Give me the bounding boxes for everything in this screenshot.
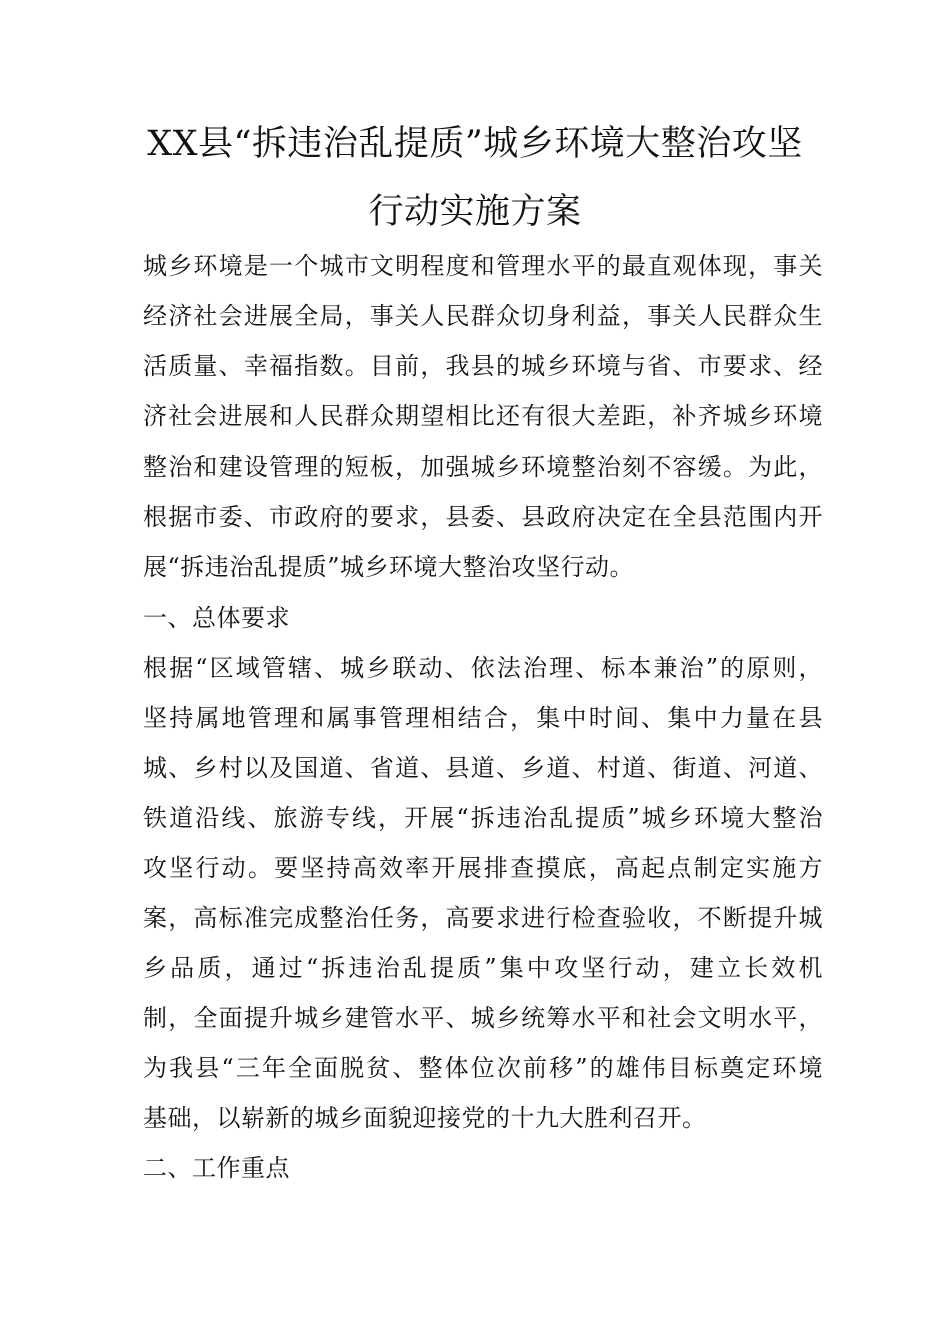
- intro-paragraph-line: 根据市委、市政府的要求，县委、县政府决定在全县范围内开: [143, 503, 823, 531]
- intro-paragraph-line: 活质量、幸福指数。目前，我县的城乡环境与省、市要求、经: [143, 352, 823, 380]
- document-title-line-2: 行动实施方案: [368, 192, 582, 232]
- section1-paragraph-line: 根据“区域管辖、城乡联动、依法治理、标本兼治”的原则，: [143, 654, 823, 682]
- section1-paragraph-line: 案，高标准完成整治任务，高要求进行检查验收，不断提升城: [143, 904, 823, 932]
- section1-paragraph-line: 攻坚行动。要坚持高效率开展排查摸底，高起点制定实施方: [143, 854, 823, 882]
- section1-paragraph-line: 乡品质，通过“拆违治乱提质”集中攻坚行动，建立长效机: [143, 954, 823, 982]
- intro-paragraph-line: 展“拆违治乱提质”城乡环境大整治攻坚行动。: [143, 553, 635, 581]
- section-heading-work-focus: 二、工作重点: [143, 1154, 290, 1182]
- intro-paragraph-line: 济社会进展和人民群众期望相比还有很大差距，补齐城乡环境: [143, 402, 823, 430]
- section1-paragraph-line: 城、乡村以及国道、省道、县道、乡道、村道、街道、河道、: [143, 754, 823, 782]
- intro-paragraph-line: 城乡环境是一个城市文明程度和管理水平的最直观体现，事关: [143, 252, 823, 280]
- section-heading-general-requirements: 一、总体要求: [143, 604, 290, 632]
- section1-paragraph-line: 铁道沿线、旅游专线，开展“拆违治乱提质”城乡环境大整治: [143, 804, 823, 832]
- section1-paragraph-line: 为我县“三年全面脱贫、整体位次前移”的雄伟目标奠定环境: [143, 1054, 823, 1082]
- document-title-line-1: XX县“拆违治乱提质”城乡环境大整治攻坚: [147, 124, 803, 164]
- intro-paragraph-line: 整治和建设管理的短板，加强城乡环境整治刻不容缓。为此，: [143, 453, 823, 481]
- section1-paragraph-line: 基础，以崭新的城乡面貌迎接党的十九大胜利召开。: [143, 1104, 707, 1132]
- section1-paragraph-line: 制，全面提升城乡建管水平、城乡统筹水平和社会文明水平，: [143, 1004, 823, 1032]
- section1-paragraph-line: 坚持属地管理和属事管理相结合，集中时间、集中力量在县: [143, 704, 823, 732]
- intro-paragraph-line: 经济社会进展全局，事关人民群众切身利益，事关人民群众生: [143, 302, 823, 330]
